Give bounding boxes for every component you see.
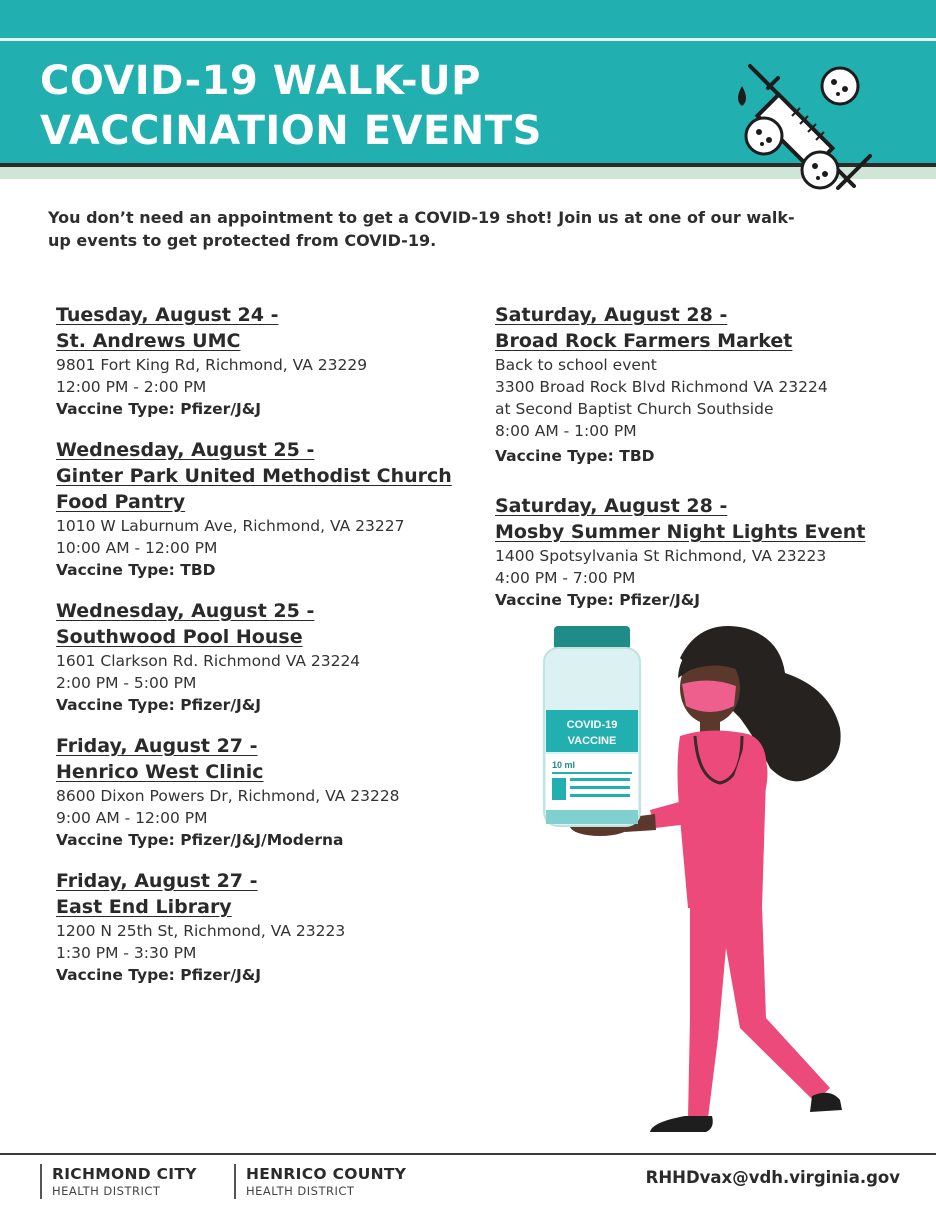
event-card: [56, 302, 476, 420]
vaccine-label: Vaccine Type:: [56, 696, 175, 714]
event-address: 8600 Dixon Powers Dr, Richmond, VA 23228: [56, 787, 400, 805]
event-date: Wednesday, August 25 -: [56, 600, 315, 622]
event-heading: [56, 302, 476, 354]
event-vaccine-type: [495, 445, 915, 467]
event-vaccine-type: [56, 964, 476, 986]
bottle-label-line-2: VACCINE: [567, 735, 617, 747]
event-vaccine-type: [56, 398, 476, 420]
event-venue: Southwood Pool House: [56, 626, 303, 648]
events-right-column: [495, 302, 915, 628]
event-location-note: at Second Baptist Church Southside: [495, 400, 774, 418]
event-date: Tuesday, August 24 -: [56, 304, 279, 326]
event-venue: Ginter Park United Methodist Church: [56, 465, 452, 487]
title-line-2: VACCINATION EVENTS: [40, 108, 542, 154]
event-address: 1601 Clarkson Rd. Richmond VA 23224: [56, 652, 361, 670]
event-date: Wednesday, August 25 -: [56, 439, 315, 461]
richmond-city-logo: [40, 1164, 197, 1199]
title-line-1: COVID-19 WALK-UP: [40, 58, 481, 104]
event-time: 8:00 AM - 1:00 PM: [495, 422, 637, 440]
event-card: [56, 868, 476, 986]
event-venue: Henrico West Clinic: [56, 761, 264, 783]
org-subtitle: HEALTH DISTRICT: [52, 1184, 161, 1198]
event-card: [56, 733, 476, 851]
bottle-label-line-1: COVID-19: [566, 719, 618, 731]
event-time: 12:00 PM - 2:00 PM: [56, 378, 207, 396]
org-subtitle: HEALTH DISTRICT: [246, 1184, 355, 1198]
intro-text: You don’t need an appointment to get a COVID-19 shot! Join us at one of our walk-up events to get protected from COVID-19.: [48, 208, 795, 250]
event-vaccine-type: [56, 829, 476, 851]
vaccine-value: Pfizer/J&J/Moderna: [180, 831, 344, 849]
event-time: 1:30 PM - 3:30 PM: [56, 944, 197, 962]
contact-email[interactable]: RHHDvax@vdh.virginia.gov: [645, 1168, 900, 1187]
events-left-column: [56, 302, 476, 1003]
event-vaccine-type: [56, 694, 476, 716]
event-date: Saturday, August 28 -: [495, 304, 728, 326]
event-heading: [56, 437, 476, 515]
event-venue: St. Andrews UMC: [56, 330, 241, 352]
event-card: [495, 493, 915, 611]
vaccine-value: TBD: [619, 447, 655, 465]
vaccine-value: Pfizer/J&J: [180, 400, 262, 418]
banner-stripe: [0, 38, 936, 41]
vaccine-value: Pfizer/J&J: [619, 591, 701, 609]
event-heading: [56, 868, 476, 920]
event-time: 9:00 AM - 12:00 PM: [56, 809, 208, 827]
event-heading: [56, 733, 476, 785]
vaccine-label: Vaccine Type:: [56, 400, 175, 418]
event-heading: [495, 302, 915, 354]
vaccine-label: Vaccine Type:: [56, 966, 175, 984]
event-address: 3300 Broad Rock Blvd Richmond VA 23224: [495, 378, 828, 396]
event-address: 1200 N 25th St, Richmond, VA 23223: [56, 922, 346, 940]
event-address: 1010 W Laburnum Ave, Richmond, VA 23227: [56, 517, 405, 535]
event-venue: Mosby Summer Night Lights Event: [495, 521, 866, 543]
henrico-county-logo: [234, 1164, 406, 1199]
page-title: [40, 56, 542, 156]
syringe-virus-icon: [728, 58, 888, 198]
vaccine-value: Pfizer/J&J: [180, 966, 262, 984]
event-venue: East End Library: [56, 896, 232, 918]
event-card: [56, 598, 476, 716]
bottle-volume: 10 ml: [552, 760, 576, 770]
event-heading: [495, 493, 915, 545]
event-vaccine-type: [495, 589, 915, 611]
event-address: 9801 Fort King Rd, Richmond, VA 23229: [56, 356, 368, 374]
event-note: Back to school event: [495, 356, 657, 374]
vaccine-label: Vaccine Type:: [56, 831, 175, 849]
event-date: Saturday, August 28 -: [495, 495, 728, 517]
event-venue: Broad Rock Farmers Market: [495, 330, 793, 352]
event-card: [56, 437, 476, 581]
vaccine-value: TBD: [180, 561, 216, 579]
event-address: 1400 Spotsylvania St Richmond, VA 23223: [495, 547, 827, 565]
event-date: Friday, August 27 -: [56, 870, 258, 892]
vaccine-label: Vaccine Type:: [495, 591, 614, 609]
event-time: 2:00 PM - 5:00 PM: [56, 674, 197, 692]
nurse-vaccine-illustration: [530, 618, 860, 1158]
org-name: RICHMOND CITY: [52, 1165, 197, 1183]
vaccine-label: Vaccine Type:: [495, 447, 614, 465]
vaccine-label: Vaccine Type:: [56, 561, 175, 579]
event-date: Friday, August 27 -: [56, 735, 258, 757]
event-time: 10:00 AM - 12:00 PM: [56, 539, 218, 557]
event-card: [495, 302, 915, 467]
event-heading: [56, 598, 476, 650]
event-vaccine-type: [56, 559, 476, 581]
footer-divider: [0, 1153, 936, 1155]
vaccine-value: Pfizer/J&J: [180, 696, 262, 714]
event-time: 4:00 PM - 7:00 PM: [495, 569, 636, 587]
org-name: HENRICO COUNTY: [246, 1165, 407, 1183]
event-venue-line-2: Food Pantry: [56, 491, 186, 513]
